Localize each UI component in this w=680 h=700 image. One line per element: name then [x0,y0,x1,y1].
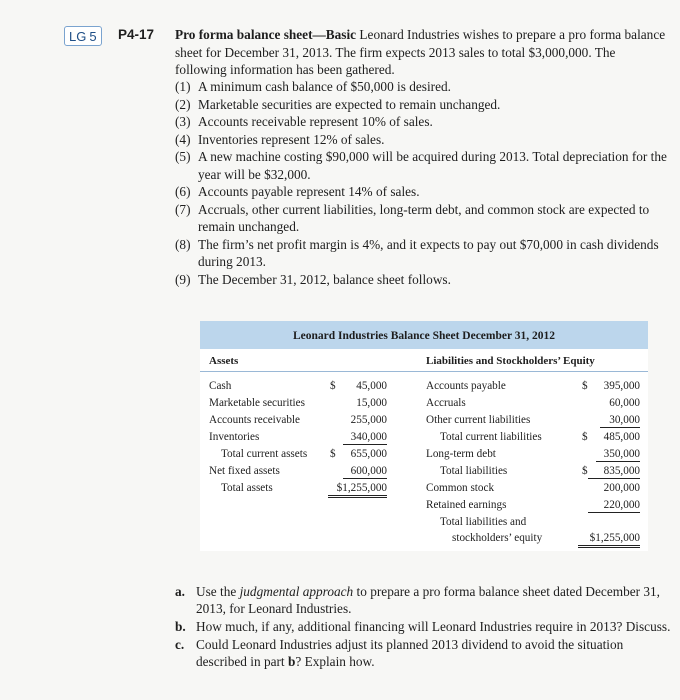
item-text: Accounts payable represent 14% of sales. [198,184,420,199]
item-number: (7) [175,201,191,217]
list-item [175,148,670,183]
list-item [175,201,670,236]
asset-value: 255,000 [350,414,387,426]
liability-label: Long-term debt [426,448,496,460]
liability-value: 60,000 [609,397,640,409]
liability-label: Retained earnings [426,499,507,511]
list-item [175,78,670,96]
question-emphasis: judgmental approach [239,584,354,599]
question-text: Could Leonard Industries adjust its planned 2013 dividend to avoid the situation described in part [196,636,624,669]
question-b [175,618,675,635]
balance-sheet-table [200,321,648,551]
question-bold: b [287,653,296,669]
item-text: The December 31, 2012, balance sheet follows. [198,271,451,287]
asset-value: 45,000 [356,380,387,392]
item-number: (2) [175,96,191,112]
liability-label: Total current liabilities [440,431,542,443]
question-label: c. [175,636,185,652]
lg-prefix: LG [69,29,87,44]
list-item [175,183,670,201]
assets-header: Assets [209,355,239,367]
question-c [175,636,675,670]
liability-currency: $ [582,465,588,477]
liability-label: Other current liabilities [426,414,531,426]
item-text: Accruals, other current liabilities, long-term debt, and common stock are expected to remain unchanged. [198,201,650,234]
info-list [175,78,670,288]
liability-value: 200,000 [603,482,640,494]
question-text: Use the [196,584,240,599]
item-text: Inventories represent 12% of sales. [198,131,385,147]
item-number: (3) [175,114,191,129]
item-number: (6) [175,184,191,199]
asset-currency: $ [330,380,336,392]
item-number: (9) [175,271,191,287]
problem-number: P4-17 [118,27,155,42]
list-item [175,113,670,131]
question-label: b. [175,618,186,634]
liability-value: 835,000 [588,464,640,479]
list-item [175,236,670,271]
balance-sheet-header [200,349,648,372]
liability-currency: $ [582,431,588,443]
liability-value: 350,000 [596,447,640,462]
lg-number: 5 [89,29,97,44]
item-text: A new machine costing $90,000 will be acquired during 2013. Total depreciation for the year will be $32,000. [198,149,667,182]
learning-goal-badge [64,26,102,46]
asset-value: 340,000 [343,430,387,445]
asset-label: Accounts receivable [209,414,301,426]
liability-label-cont: stockholders’ equity [452,532,543,544]
liability-label: Total liabilities [440,465,508,477]
problem-intro-text: Leonard Industries wishes to prepare a pro forma balance sheet for December 31, 2013. The firm expects 2013 sales to total $3,000,000. The following information has been gathered. [175,27,666,77]
liability-label: Accruals [426,397,466,409]
question-text: to prepare a pro forma balance sheet dated December 31, 2013, for Leonard Industries. [196,584,661,617]
balance-sheet-title: Leonard Industries Balance Sheet December 31, 2012 [200,321,648,349]
list-item [175,271,670,289]
asset-value: $1,255,000 [328,481,387,498]
liability-currency: $ [582,380,588,392]
asset-label: Total assets [221,482,273,494]
asset-label: Total current assets [221,448,308,460]
item-text: A minimum cash balance of $50,000 is desired. [198,79,451,94]
list-item [175,131,670,149]
question-text: ? Explain how. [295,653,375,669]
question-a [175,583,675,617]
liability-value: 30,000 [600,413,640,428]
asset-label: Marketable securities [209,397,305,409]
liability-label: Common stock [426,482,495,494]
item-number: (5) [175,149,191,164]
liability-value: 485,000 [603,431,640,443]
problem-intro [175,26,670,79]
asset-label: Cash [209,380,232,392]
problem-title: Pro forma balance sheet—Basic [175,27,357,42]
asset-value: 600,000 [343,464,387,479]
question-label: a. [175,584,185,599]
liability-label: Total liabilities and [440,516,527,528]
questions [175,583,675,671]
liability-value: $1,255,000 [578,531,640,548]
liability-label: Accounts payable [426,380,506,392]
liability-value: 220,000 [588,498,640,513]
asset-value: 15,000 [356,397,387,409]
item-number: (4) [175,131,191,147]
item-text: The firm’s net profit margin is 4%, and it expects to pay out $70,000 in cash dividends during 2013. [198,236,659,269]
asset-label: Inventories [209,431,260,443]
liability-value: 395,000 [603,380,640,392]
item-number: (8) [175,236,191,252]
question-text: How much, if any, additional financing will Leonard Industries require in 2013? Discuss. [196,618,671,634]
asset-currency: $ [330,448,336,460]
item-text: Accounts receivable represent 10% of sales. [198,114,433,129]
asset-value: 655,000 [350,448,387,460]
asset-label: Net fixed assets [209,465,280,477]
list-item [175,96,670,114]
liabilities-header: Liabilities and Stockholders’ Equity [426,355,595,367]
item-number: (1) [175,79,191,94]
item-text: Marketable securities are expected to remain unchanged. [198,96,501,112]
